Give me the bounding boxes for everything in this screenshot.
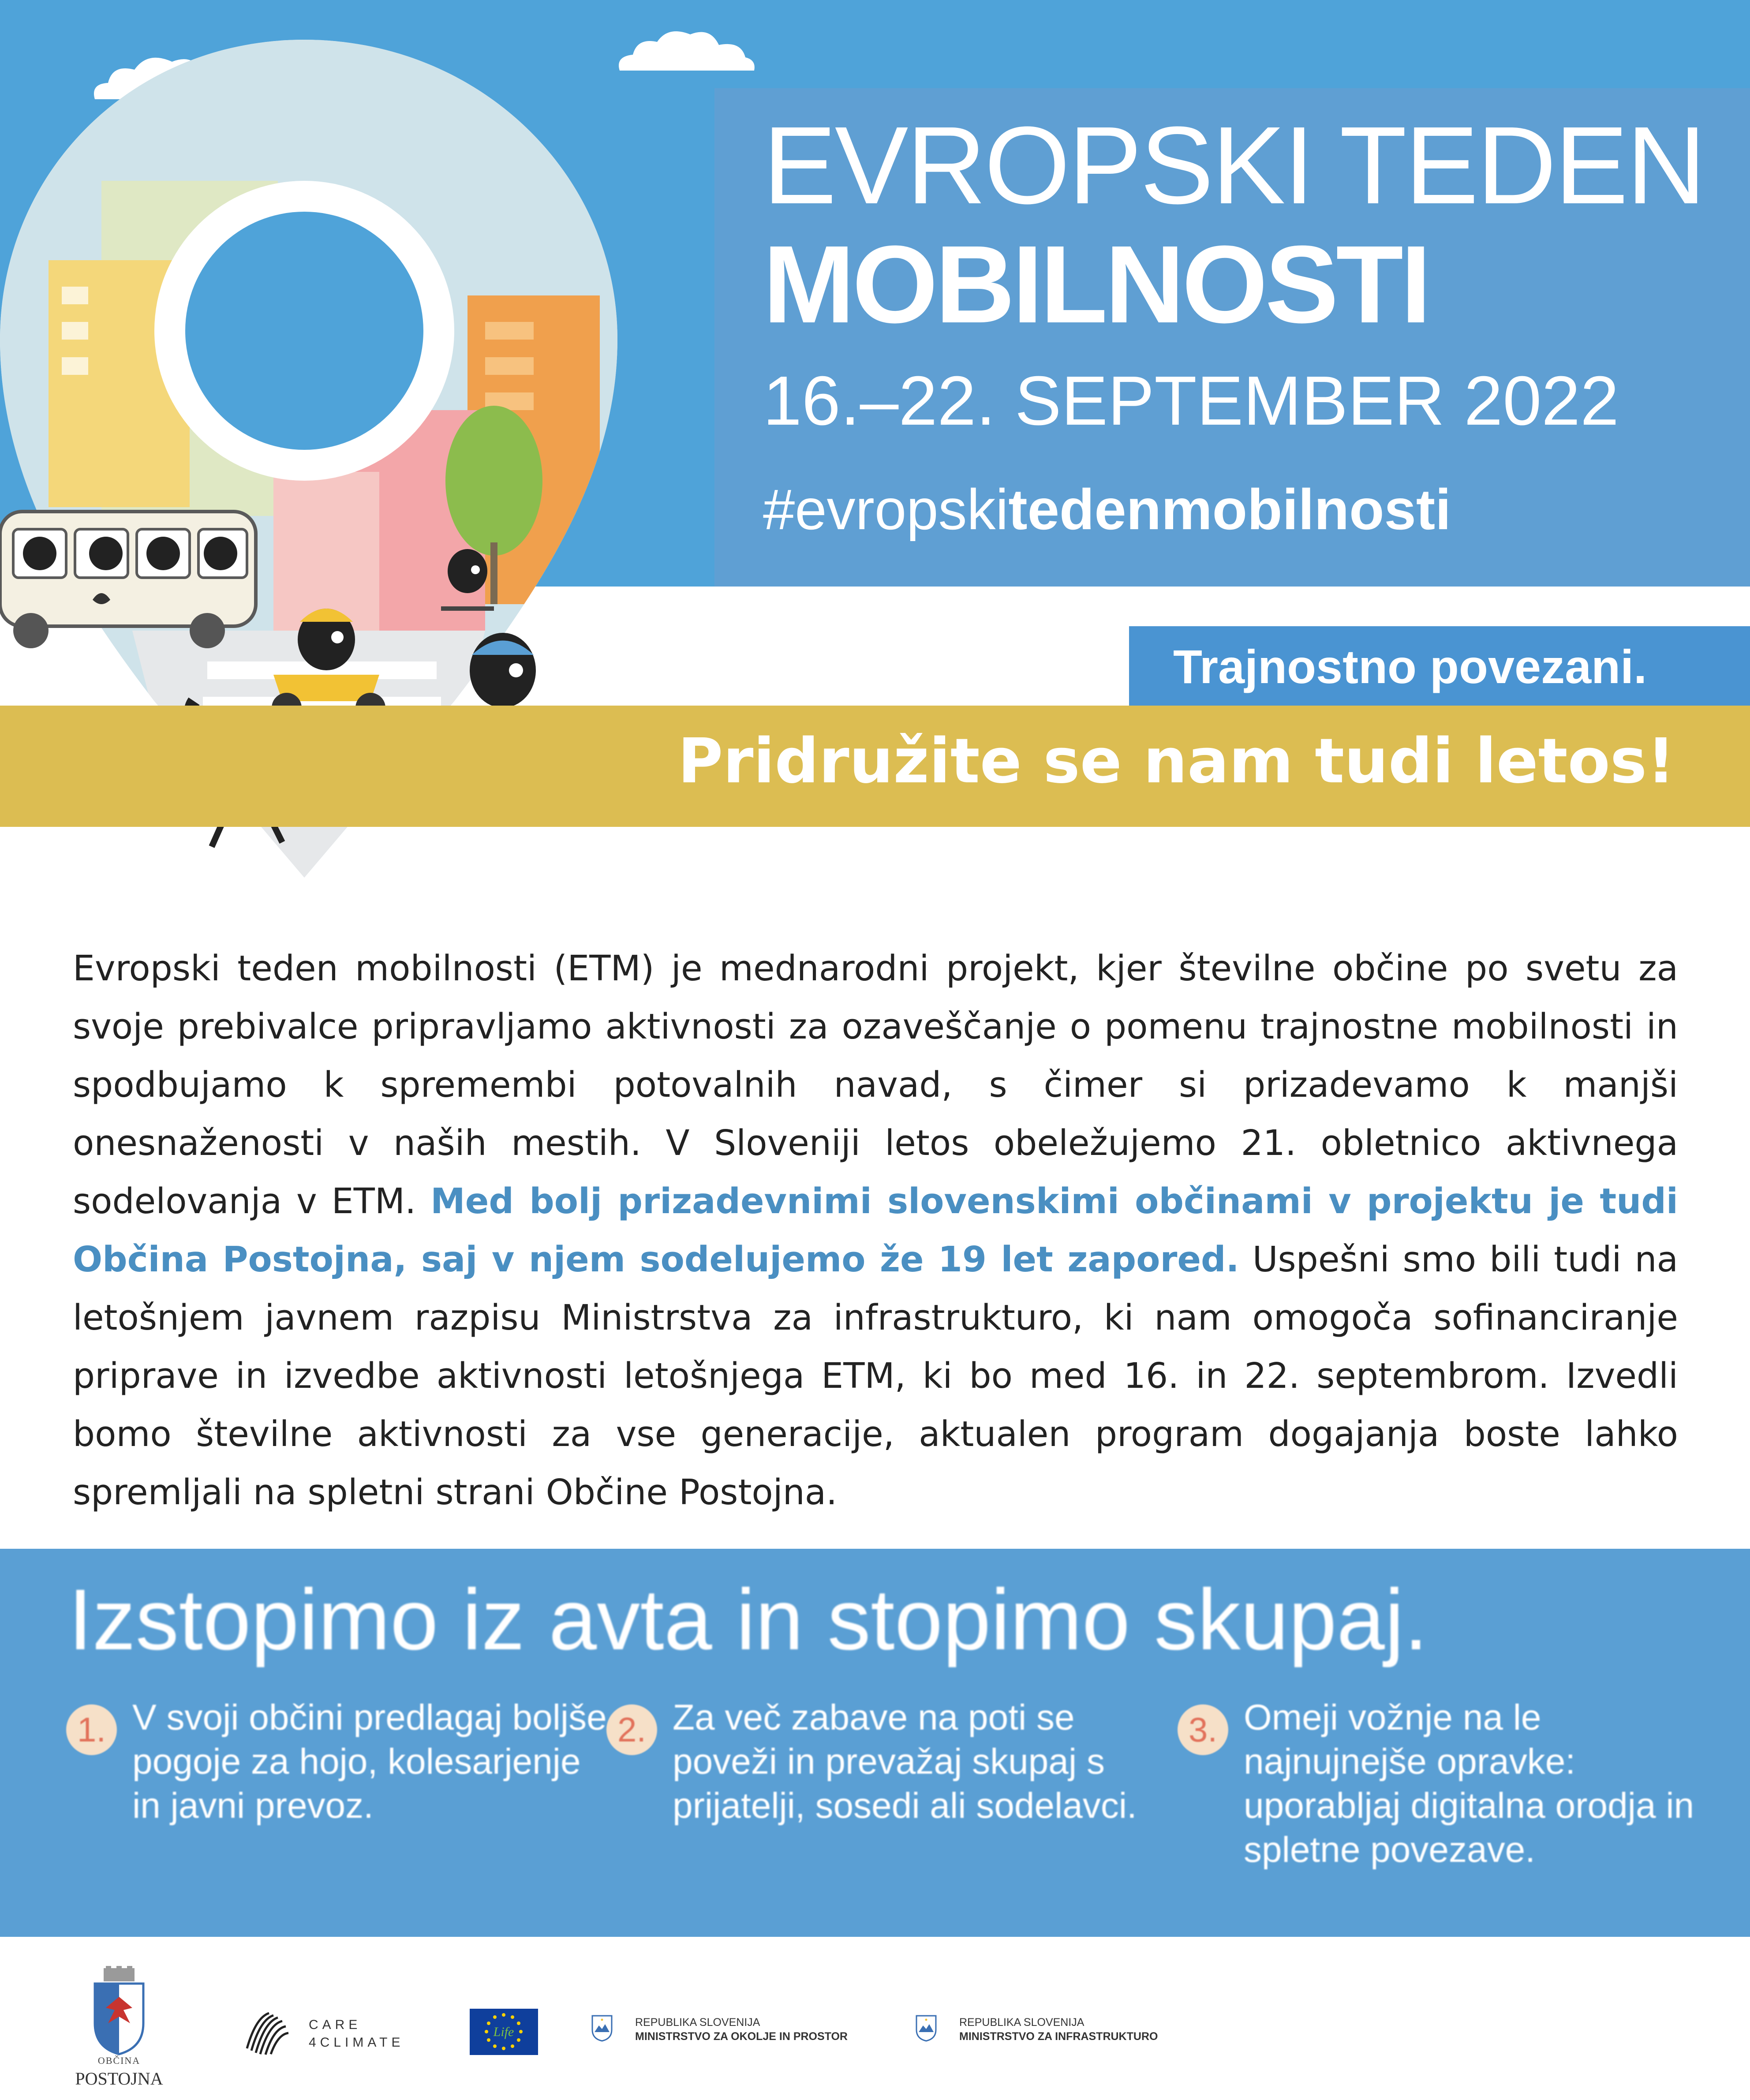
step-text: V svoji občini predlagaj boljše pogoje za hojo, kolesarjenje in javni prevoz.: [132, 1697, 607, 1826]
care4climate-logo-text: [309, 2016, 404, 2051]
care4climate-mark-icon: [243, 2009, 291, 2057]
ministry2-line1: REPUBLIKA SLOVENIJA: [959, 2016, 1084, 2029]
event-dates: 16.–22. SEPTEMBER 2022: [763, 362, 1619, 440]
step-item-3: [1178, 1696, 1742, 1898]
event-title-line2: MOBILNOSTI: [763, 223, 1429, 346]
ministry1-line1: REPUBLIKA SLOVENIJA: [635, 2016, 760, 2029]
event-title-line1: EVROPSKI TEDEN: [763, 104, 1705, 227]
slovenia-shield-icon: [915, 2014, 937, 2042]
c4c-line2: 4CLIMATE: [309, 2035, 404, 2050]
intro-text-highlight: Med bolj prizadevnimi slovenskimi občinami v projektu je tudi Občina Postojna, saj v njem sodelujemo že 19 let zapored.: [73, 1181, 1678, 1280]
step-number: 3.: [1178, 1704, 1228, 1755]
step-number: 2.: [606, 1704, 657, 1755]
intro-paragraph: [73, 939, 1678, 1521]
slogan-text: Trajnostno povezani.: [1173, 640, 1647, 693]
step-number: 1.: [66, 1704, 117, 1755]
ministry1-line2: MINISTRSTVO ZA OKOLJE IN PROSTOR: [635, 2030, 848, 2043]
postojna-logo-line1: OBČINA: [97, 2055, 141, 2066]
c4c-line1: CARE: [309, 2018, 362, 2032]
cloud-right-icon: [613, 22, 759, 73]
eu-life-logo-icon: [470, 2009, 538, 2055]
steps-title: Izstopimo iz avta in stopimo skupaj.: [68, 1571, 1428, 1668]
join-message: Pridružite se nam tudi letos!: [677, 725, 1675, 797]
ministry-environment-logo: [591, 2011, 873, 2051]
intro-text-part2: Uspešni smo bili tudi na letošnjem javnem razpisu Ministrstva za infrastrukturo, ki nam omogoča sofinanciranje priprave in izvedbe aktivnosti letošnjega ETM, ki bo med 16. in 22. septembrom. Izvedli bomo številne aktivnosti za vse generacije, aktualen program dogajanja boste lahko spremljali na spletni strani Občine Postojna.: [73, 1239, 1678, 1513]
step-item-1: [66, 1696, 631, 1898]
step-item-2: [606, 1696, 1171, 1898]
bus-icon: [0, 512, 256, 648]
step-text: Omeji vožnje na le najnujnejše opravke: uporabljaj digitalna orodja in spletne povezave.: [1244, 1697, 1694, 1870]
hashtag-bold: tedenmobilnosti: [1008, 477, 1451, 542]
event-hashtag: [763, 477, 1451, 542]
slovenia-shield-icon: [591, 2014, 613, 2042]
step-text: Za več zabave na poti se poveži in prevažaj skupaj s prijatelji, sosedi ali sodelavci.: [673, 1697, 1137, 1826]
ministry2-line2: MINISTRSTVO ZA INFRASTRUKTURO: [959, 2030, 1158, 2043]
intro-text-part1: Evropski teden mobilnosti (ETM) je mednarodni projekt, kjer številne občine po svetu za svoje prebivalce pripravljamo aktivnosti za ozaveščanje o pomenu trajnostne mobilnosti in spodbujamo k spremembi potovalnih navad, s čimer si prizadevamo k manjši onesnaženosti v naših mestih. V Sloveniji letos obeležujemo 21. obletnico aktivnega sodelovanja v ETM.: [73, 948, 1678, 1222]
postojna-logo-line2: POSTOJNA: [75, 2069, 163, 2089]
ministry-infrastructure-logo: [915, 2011, 1197, 2051]
hashtag-prefix: #evropski: [763, 477, 1009, 542]
life-label: Life: [493, 2025, 514, 2039]
